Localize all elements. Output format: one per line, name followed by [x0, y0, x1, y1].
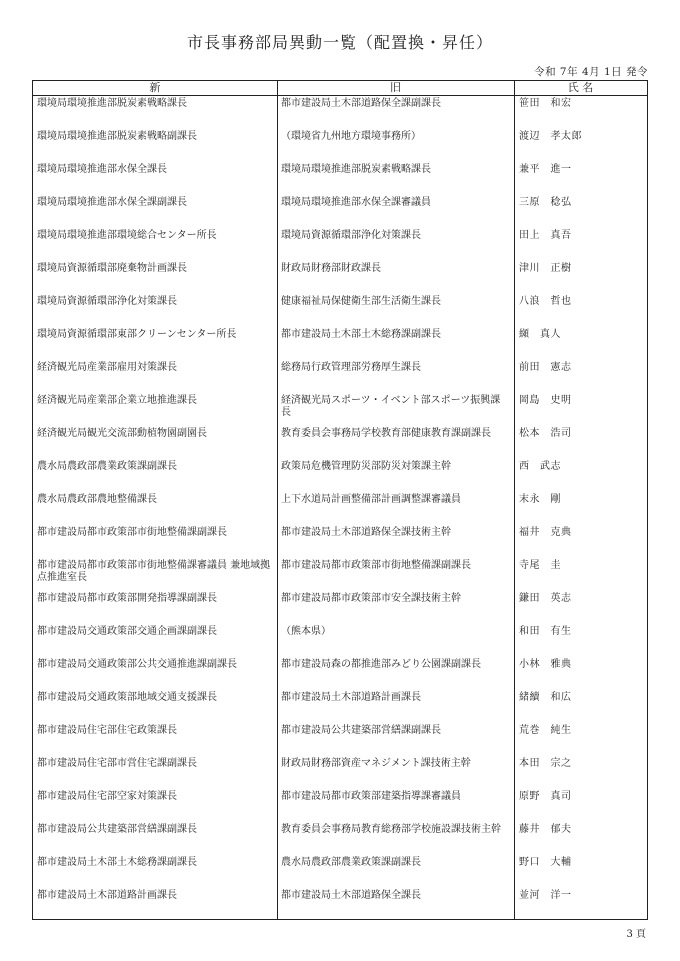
table-row [33, 855, 647, 888]
cell-new: 環境局環境推進部脱炭素戦略副課長 [37, 131, 197, 142]
cell-name: 西 武志 [519, 461, 561, 472]
cell-name: 寺尾 圭 [519, 560, 561, 571]
table-row [33, 261, 647, 294]
cell-old: 財政局財務部財政課長 [281, 263, 381, 274]
cell-new: 都市建設局交通政策部地域交通支援課長 [37, 692, 217, 703]
cell-new: 都市建設局都市政策部開発指導課副課長 [37, 593, 217, 604]
cell-old: 経済観光局スポーツ・イベント部スポーツ振興課長 [281, 395, 501, 418]
cell-old: 環境局資源循環部浄化対策課長 [281, 230, 421, 241]
cell-name: 前田 憲志 [519, 362, 572, 373]
table-row [33, 756, 647, 789]
cell-name: 三原 稔弘 [519, 197, 572, 208]
cell-old: 都市建設局都市政策部市安全課技術主幹 [281, 593, 461, 604]
table-row [33, 426, 647, 459]
cell-old: 財政局財務部資産マネジメント課技術主幹 [281, 758, 471, 769]
issue-date: 令和 7年 4月 1日 発令 [534, 66, 648, 78]
page-title: 市長事務部局異動一覧（配置換・昇任） [186, 33, 493, 52]
cell-old: 都市建設局土木部道路計画課長 [281, 692, 421, 703]
table-row [33, 195, 647, 228]
cell-name: 藤井 郁夫 [519, 824, 572, 835]
cell-old: （環境省九州地方環境事務所） [281, 131, 421, 142]
cell-name: 兼平 進一 [519, 164, 572, 175]
cell-new: 都市建設局土木部道路計画課長 [37, 890, 177, 901]
table-row [33, 591, 647, 624]
cell-name: 原野 真司 [519, 791, 572, 802]
cell-new: 経済観光局観光交流部動植物園副園長 [37, 428, 207, 439]
cell-new: 環境局資源循環部浄化対策課長 [37, 296, 177, 307]
cell-old: 都市建設局都市政策部市街地整備課副課長 [281, 560, 471, 571]
cell-name: 末永 剛 [519, 494, 561, 505]
table-row [33, 393, 647, 426]
cell-new: 農水局農政部農業政策課副課長 [37, 461, 177, 472]
cell-old: 都市建設局森の都推進部みどり公園課副課長 [281, 659, 481, 670]
table-row [33, 459, 647, 492]
header-old: 旧 [390, 81, 401, 94]
cell-old: （熊本県） [281, 626, 331, 637]
cell-new: 都市建設局公共建築部営繕課副課長 [37, 824, 197, 835]
cell-new: 都市建設局都市政策部市街地整備課副課長 [37, 527, 227, 538]
cell-name: 和田 有生 [519, 626, 572, 637]
table-row [33, 624, 647, 657]
table-row [33, 327, 647, 360]
cell-old: 都市建設局土木部道路保全課技術主幹 [281, 527, 451, 538]
header-name: 氏 名 [567, 81, 594, 94]
cell-new: 都市建設局住宅部住宅政策課長 [37, 725, 177, 736]
cell-name: 渡辺 孝太郎 [519, 131, 582, 142]
cell-name: 荒巻 純生 [519, 725, 572, 736]
table-row [33, 789, 647, 822]
table-row [33, 657, 647, 690]
cell-old: 環境局環境推進部脱炭素戦略課長 [281, 164, 431, 175]
cell-name: 田上 真吾 [519, 230, 572, 241]
cell-name: 岡島 史明 [519, 395, 572, 406]
cell-name: 纐 真人 [519, 329, 561, 340]
table-row [33, 558, 647, 591]
table-row [33, 162, 647, 195]
table-row [33, 822, 647, 855]
table-row [33, 228, 647, 261]
cell-new: 都市建設局都市政策部市街地整備課審議員 兼地域拠点推進室長 [37, 560, 271, 583]
cell-name: 本田 宗之 [519, 758, 572, 769]
cell-name: 小林 雅典 [519, 659, 572, 670]
cell-old: 政策局危機管理防災部防災対策課主幹 [281, 461, 451, 472]
cell-new: 都市建設局交通政策部交通企画課副課長 [37, 626, 217, 637]
table-row [33, 723, 647, 756]
cell-old: 教育委員会事務局学校教育部健康教育課副課長 [281, 428, 491, 439]
cell-new: 環境局環境推進部水保全課長 [37, 164, 167, 175]
table-row [33, 129, 647, 162]
cell-new: 環境局環境推進部水保全課副課長 [37, 197, 187, 208]
cell-name: 松本 浩司 [519, 428, 572, 439]
cell-old: 都市建設局土木部道路保全課長 [281, 890, 421, 901]
page-number: 3 頁 [626, 929, 646, 940]
cell-new: 環境局環境推進部脱炭素戦略課長 [37, 98, 187, 109]
table-row [33, 888, 647, 921]
cell-old: 都市建設局都市政策部建築指導課審議員 [281, 791, 461, 802]
cell-name: 津川 正樹 [519, 263, 572, 274]
cell-old: 都市建設局土木部道路保全課副課長 [281, 98, 441, 109]
cell-old: 都市建設局土木部土木総務課副課長 [281, 329, 441, 340]
cell-old: 都市建設局公共建築部営繕課副課長 [281, 725, 441, 736]
cell-name: 八浪 哲也 [519, 296, 572, 307]
personnel-table [32, 80, 648, 920]
cell-name: 福井 克典 [519, 527, 572, 538]
cell-new: 都市建設局住宅部空家対策課長 [37, 791, 177, 802]
cell-new: 経済観光局産業部雇用対策課長 [37, 362, 177, 373]
cell-old: 農水局農政部農業政策課副課長 [281, 857, 421, 868]
cell-name: 並河 洋一 [519, 890, 572, 901]
cell-old: 環境局環境推進部水保全課審議員 [281, 197, 431, 208]
cell-name: 野口 大輔 [519, 857, 572, 868]
cell-old: 健康福祉局保健衛生部生活衛生課長 [281, 296, 441, 307]
cell-new: 都市建設局交通政策部公共交通推進課副課長 [37, 659, 237, 670]
table-header [33, 81, 647, 96]
cell-new: 環境局環境推進部環境総合センター所長 [37, 230, 217, 241]
cell-name: 笹田 和宏 [519, 98, 572, 109]
cell-name: 鎌田 英志 [519, 593, 572, 604]
cell-old: 教育委員会事務局教育総務部学校施設課技術主幹 [281, 824, 501, 835]
cell-new: 環境局資源循環部東部クリーンセンター所長 [37, 329, 237, 340]
table-row [33, 492, 647, 525]
cell-new: 都市建設局住宅部市営住宅課副課長 [37, 758, 197, 769]
cell-name: 緒續 和広 [519, 692, 572, 703]
table-row [33, 690, 647, 723]
table-row [33, 525, 647, 558]
cell-new: 経済観光局産業部企業立地推進課長 [37, 395, 197, 406]
header-new: 新 [149, 81, 161, 94]
cell-new: 農水局農政部農地整備課長 [37, 494, 157, 505]
table-row [33, 294, 647, 327]
table-row [33, 360, 647, 393]
table-row [33, 96, 647, 129]
cell-old: 総務局行政管理部労務厚生課長 [281, 362, 421, 373]
cell-new: 環境局資源循環部廃棄物計画課長 [37, 263, 187, 274]
cell-old: 上下水道局計画整備部計画調整課審議員 [281, 494, 461, 505]
cell-new: 都市建設局土木部土木総務課副課長 [37, 857, 197, 868]
